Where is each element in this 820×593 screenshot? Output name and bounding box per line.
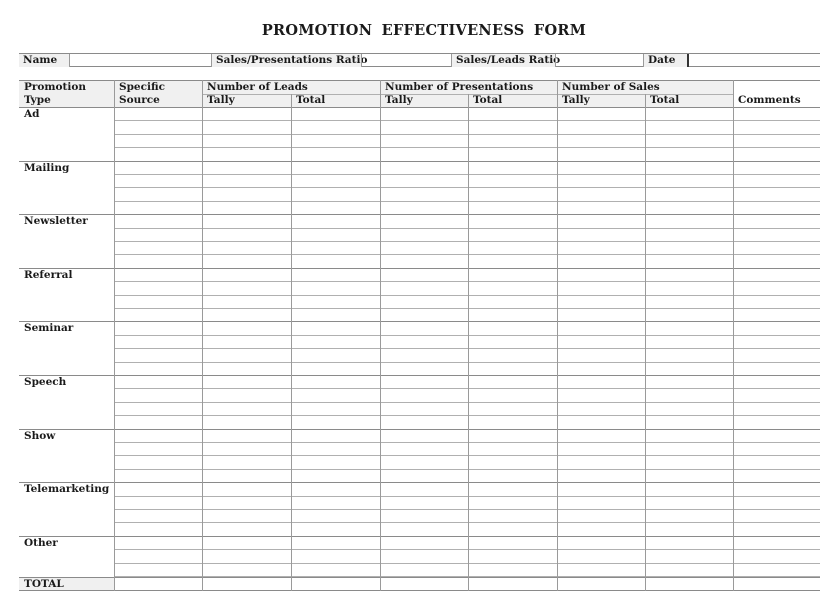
promotion-type-newsletter: Newsletter (24, 215, 88, 227)
sales-leads-ratio-field[interactable] (555, 54, 643, 67)
comments-header: Comments (738, 94, 801, 106)
row-line (114, 522, 820, 523)
column-divider (733, 80, 734, 591)
row-line (19, 375, 820, 376)
promotion-type-show: Show (24, 430, 56, 442)
promotion-type-referral: Referral (24, 269, 73, 281)
sales-presentations-ratio-field[interactable] (361, 54, 451, 67)
date-label: Date (643, 54, 687, 67)
row-line (114, 295, 820, 296)
presentations-tally-header: Tally (385, 94, 413, 106)
number-of-sales-header: Number of Sales (562, 81, 660, 93)
sales-leads-ratio-label: Sales/Leads Ratio (451, 54, 555, 67)
row-line (114, 134, 820, 135)
promotion-type-telemarketing: Telemarketing (24, 483, 110, 495)
row-line (114, 335, 820, 336)
row-line (114, 469, 820, 470)
specific-source-header-line2: Source (119, 94, 160, 106)
specific-source-header-line1: Specific (119, 81, 166, 93)
promotion-type-seminar: Seminar (24, 322, 74, 334)
column-divider (380, 80, 381, 591)
number-of-presentations-header: Number of Presentations (385, 81, 534, 93)
row-line (114, 442, 820, 443)
sales-total-header: Total (650, 94, 680, 106)
column-divider (645, 94, 646, 591)
row-line (19, 214, 820, 215)
promotion-type-other: Other (24, 537, 58, 549)
row-line (114, 147, 820, 148)
row-line (114, 549, 820, 550)
row-line (19, 482, 820, 483)
row-line (114, 509, 820, 510)
header-info-row (19, 53, 820, 67)
promotion-type-header-line2: Type (24, 94, 51, 106)
column-divider (114, 80, 115, 591)
date-field[interactable] (687, 54, 820, 67)
name-field[interactable] (69, 54, 211, 67)
total-row-top-border (19, 577, 820, 578)
row-line (114, 563, 820, 564)
presentations-total-header: Total (473, 94, 503, 106)
row-line (114, 174, 820, 175)
row-line (19, 429, 820, 430)
row-line (19, 321, 820, 322)
column-divider (468, 94, 469, 591)
leads-total-header: Total (296, 94, 326, 106)
row-line (114, 254, 820, 255)
row-line (114, 120, 820, 121)
page-title: PROMOTION EFFECTIVENESS FORM (261, 22, 587, 39)
sales-tally-header: Tally (562, 94, 590, 106)
column-divider (202, 80, 203, 591)
column-divider (291, 94, 292, 591)
column-divider (557, 80, 558, 591)
sales-presentations-ratio-label: Sales/Presentations Ratio (211, 54, 361, 67)
promotion-type-ad: Ad (24, 108, 40, 120)
row-line (114, 455, 820, 456)
header-bottom-border (19, 107, 820, 108)
promotion-type-speech: Speech (24, 376, 67, 388)
table-bottom-border (19, 590, 820, 591)
row-line (19, 536, 820, 537)
row-line (114, 388, 820, 389)
row-line (19, 161, 820, 162)
row-line (114, 228, 820, 229)
total-row-label: TOTAL (24, 578, 64, 590)
leads-tally-header: Tally (207, 94, 235, 106)
number-of-leads-header: Number of Leads (207, 81, 308, 93)
row-line (114, 348, 820, 349)
row-line (114, 415, 820, 416)
row-line (114, 241, 820, 242)
row-line (114, 281, 820, 282)
row-line (114, 308, 820, 309)
name-label: Name (19, 54, 69, 67)
row-line (114, 187, 820, 188)
row-line (114, 201, 820, 202)
row-line (114, 496, 820, 497)
promotion-table (19, 80, 820, 591)
row-line (114, 402, 820, 403)
promotion-type-mailing: Mailing (24, 162, 70, 174)
promotion-type-header-line1: Promotion (24, 81, 87, 93)
row-line (114, 362, 820, 363)
row-line (19, 268, 820, 269)
